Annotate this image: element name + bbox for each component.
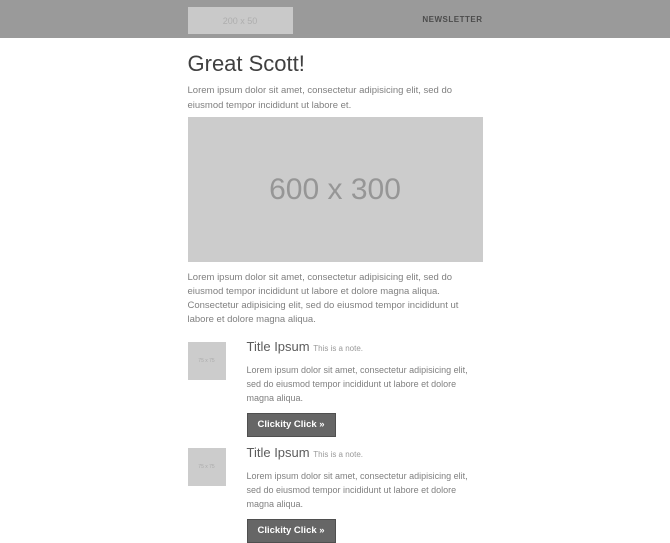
newsletter-label: NEWSLETTER <box>422 14 483 24</box>
newsletter-header <box>0 0 670 38</box>
hero-placeholder-image: 600 x 300 <box>188 117 483 262</box>
article-title <box>247 340 483 356</box>
article-title-text: Title Ipsum <box>246 339 310 354</box>
intro-paragraph: Lorem ipsum dolor sit amet, consectetur adipisicing elit, sed do eiusmod tempor incididunt ut labore et. <box>187 85 453 111</box>
logo-placeholder-image: 200 x 50 <box>188 7 293 34</box>
article-note: This is a note. <box>313 344 364 353</box>
article-body <box>247 340 483 437</box>
article-title-text: Title Ipsum <box>246 445 310 460</box>
article-text: Lorem ipsum dolor sit amet, consectetur adipisicing elit, sed do eiusmod tempor incididunt ut labore et dolore magna aliqua. <box>246 365 468 403</box>
article-row <box>188 446 483 543</box>
clickity-click-button[interactable]: Clickity Click » <box>247 519 336 543</box>
thumbnail-placeholder-image: 75 x 75 <box>188 448 226 486</box>
thumbnail-placeholder-image: 75 x 75 <box>188 342 226 380</box>
body-paragraph: Lorem ipsum dolor sit amet, consectetur adipisicing elit, sed do eiusmod tempor incididunt ut labore et dolore magna aliqua. Consectetur adipisicing elit, sed do eiusmod tempor incididunt ut labore et dolore magna aliqua. <box>187 272 459 325</box>
header-inner <box>188 0 483 38</box>
article-body <box>247 446 483 543</box>
article-title <box>247 446 483 462</box>
article-row <box>188 340 483 437</box>
article-note: This is a note. <box>313 450 364 459</box>
email-body <box>188 52 483 543</box>
article-text: Lorem ipsum dolor sit amet, consectetur adipisicing elit, sed do eiusmod tempor incididunt ut labore et dolore magna aliqua. <box>246 471 468 509</box>
page-title: Great Scott! <box>187 51 305 76</box>
clickity-click-button[interactable]: Clickity Click » <box>247 413 336 437</box>
